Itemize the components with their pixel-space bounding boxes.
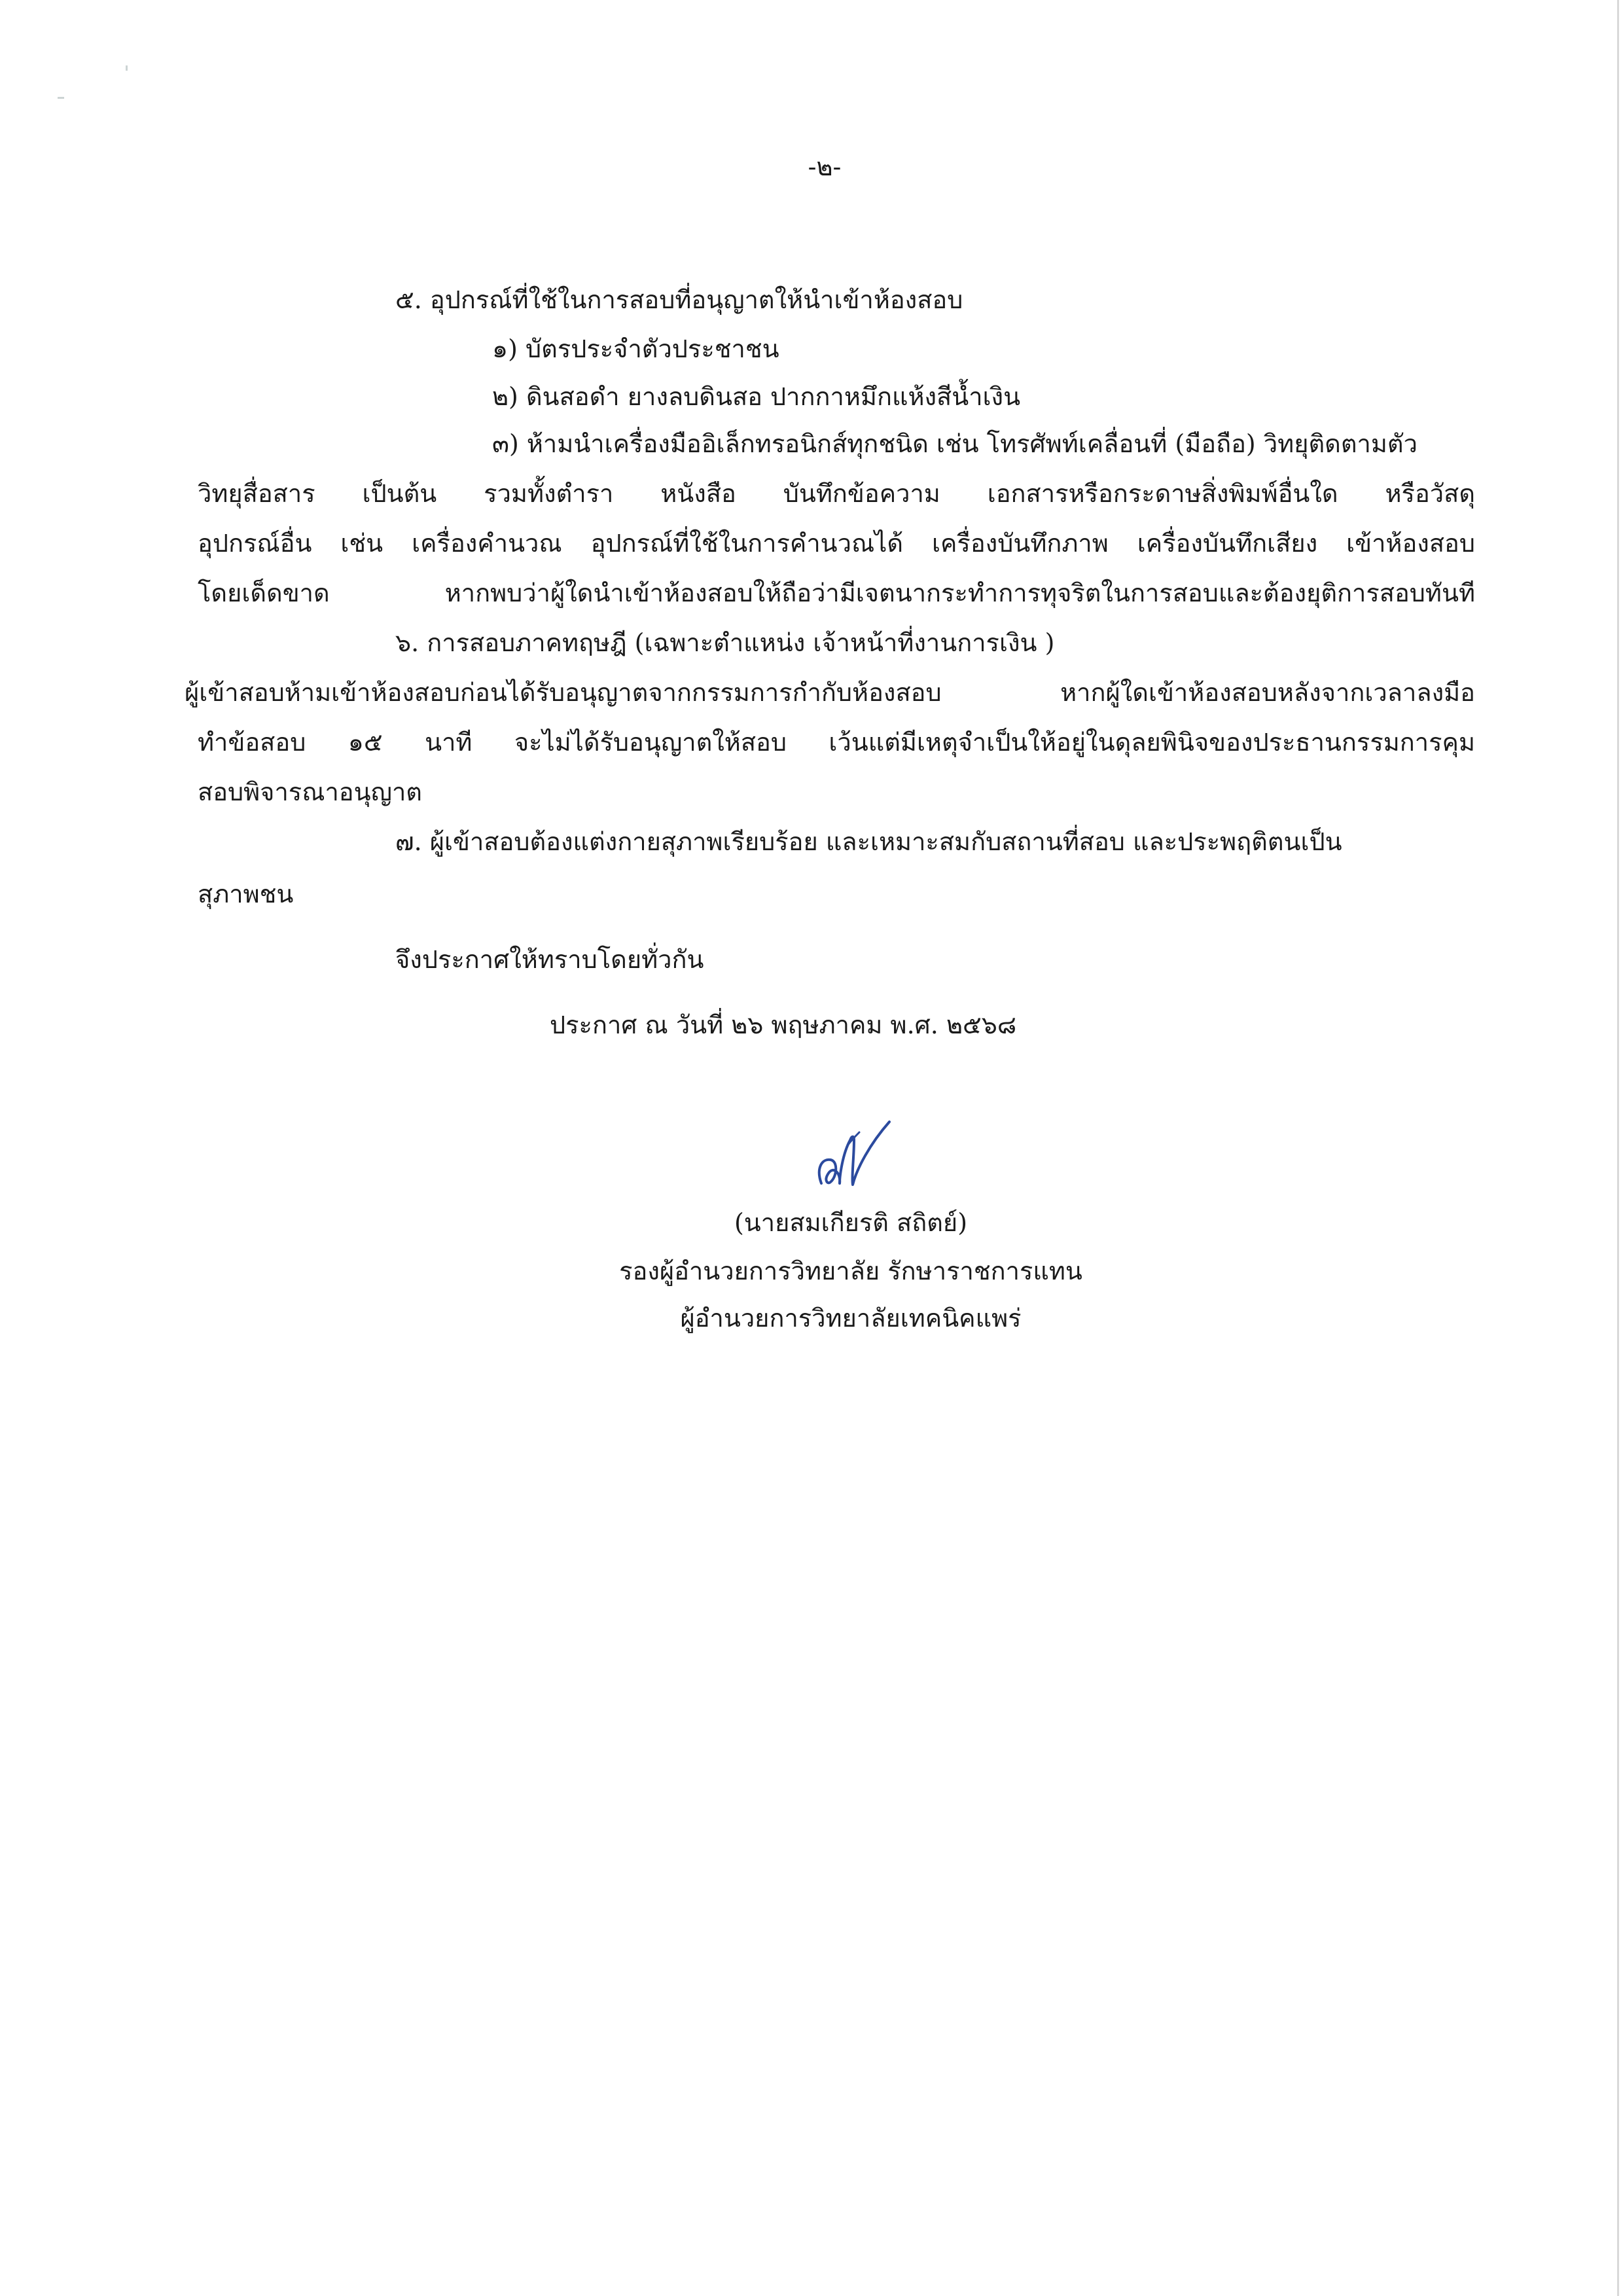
item6-line2: ทำข้อสอบ ๑๕ นาที จะไม่ได้รับอนุญาตให้สอบ เว้นแต่มีเหตุจำเป็นให้อยู่ในดุลยพินิจของประธานกรรมการคุม: [198, 728, 1475, 757]
closing-statement: จึงประกาศให้ทราบโดยทั่วกัน: [395, 945, 704, 974]
signatory-position-2: ผู้อำนวยการวิทยาลัยเทคนิคแพร่: [680, 1304, 1022, 1333]
scan-artifact: [58, 97, 64, 99]
page-number: -๒-: [808, 152, 842, 181]
item6-line1: ผู้เข้าสอบห้ามเข้าห้องสอบก่อนได้รับอนุญาตจากกรรมการกำกับห้องสอบ หากผู้ใดเข้าห้องสอบหลังจากเวลาลงมือ: [185, 678, 1475, 707]
item5-sub1: ๑) บัตรประจำตัวประชาชน: [492, 334, 779, 363]
item5-sub3-line2: วิทยุสื่อสาร เป็นต้น รวมทั้งตำรา หนังสือ บันทึกข้อความ เอกสารหรือกระดาษสิ่งพิมพ์อื่นใด หรือวัสดุ: [198, 479, 1475, 508]
item6-line3: สอบพิจารณาอนุญาต: [198, 778, 422, 806]
item5-sub3-line3: อุปกรณ์อื่น เช่น เครื่องคำนวณ อุปกรณ์ที่ใช้ในการคำนวณได้ เครื่องบันทึกภาพ เครื่องบันทึกเสียง เข้าห้องสอบ: [198, 529, 1475, 558]
signatory-position-1: รองผู้อำนวยการวิทยาลัย รักษาราชการแทน: [619, 1257, 1082, 1285]
signatory-name: (นายสมเกียรติ สถิตย์): [734, 1208, 968, 1237]
signature-image: [802, 1106, 913, 1204]
item6-heading: ๖. การสอบภาคทฤษฎี (เฉพาะตำแหน่ง เจ้าหน้าที่งานการเงิน ): [395, 628, 1055, 657]
item5-sub3-line4: โดยเด็ดขาด หากพบว่าผู้ใดนำเข้าห้องสอบให้ถือว่ามีเจตนากระทำการทุจริตในการสอบและต้องยุติการสอบทันที: [198, 579, 1475, 607]
item7-line1: ๗. ผู้เข้าสอบต้องแต่งกายสุภาพเรียบร้อย และเหมาะสมกับสถานที่สอบ และประพฤติตนเป็น: [395, 827, 1342, 856]
item5-sub3-line1: ๓) ห้ามนำเครื่องมืออิเล็กทรอนิกส์ทุกชนิด เช่น โทรศัพท์เคลื่อนที่ (มือถือ) วิทยุติดตามตัว: [492, 429, 1418, 458]
announcement-date: ประกาศ ณ วันที่ ๒๖ พฤษภาคม พ.ศ. ๒๕๖๘: [550, 1011, 1017, 1039]
item7-line2: สุภาพชน: [198, 880, 294, 908]
scan-edge: [1617, 0, 1619, 2296]
scan-artifact: [126, 65, 128, 71]
item5-sub2: ๒) ดินสอดำ ยางลบดินสอ ปากกาหมึกแห้งสีน้ำเงิน: [492, 382, 1021, 411]
item5-heading: ๕. อุปกรณ์ที่ใช้ในการสอบที่อนุญาตให้นำเข้าห้องสอบ: [395, 285, 963, 314]
